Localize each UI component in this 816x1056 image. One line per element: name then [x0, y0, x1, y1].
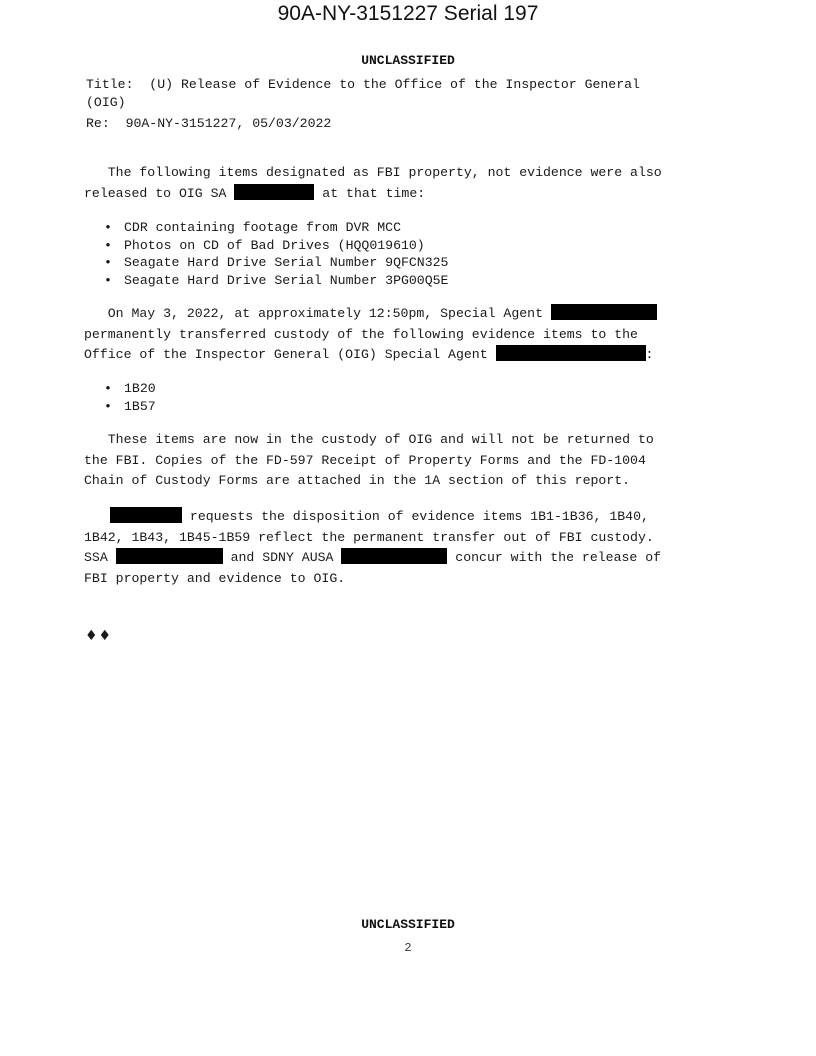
paragraph-2-line-3: Office of the Inspector General (OIG) Special Agent :: [84, 347, 654, 362]
page-number: 2: [404, 941, 412, 955]
list-item: • 1B20: [104, 381, 156, 396]
paragraph-2-line-2: permanently transferred custody of the following evidence items to the: [84, 327, 638, 342]
redaction-box: [110, 507, 182, 523]
paragraph-2-line-1: On May 3, 2022, at approximately 12:50pm, Special Agent: [84, 304, 657, 324]
list-item: • Seagate Hard Drive Serial Number 9QFCN325: [104, 255, 449, 270]
title-line: Title: (U) Release of Evidence to the Office of the Inspector General: [86, 77, 640, 92]
classification-marking-bottom: UNCLASSIFIED: [361, 917, 455, 932]
paragraph-4-line-4: FBI property and evidence to OIG.: [84, 571, 346, 586]
paragraph-4-line-3: SSA and SDNY AUSA concur with the release of: [84, 550, 662, 565]
bullet-icon: •: [104, 237, 112, 253]
paragraph-4-line-2: 1B42, 1B43, 1B45-1B59 reflect the permanent transfer out of FBI custody.: [84, 530, 654, 545]
classification-marking-top: UNCLASSIFIED: [361, 53, 455, 68]
evidence-items-list: [104, 380, 156, 415]
redaction-box: [341, 548, 447, 564]
bullet-icon: •: [104, 398, 112, 414]
list-item: • Seagate Hard Drive Serial Number 3PG00Q5E: [104, 272, 449, 288]
paragraph-3-line-1: These items are now in the custody of OIG and will not be returned to: [84, 432, 654, 447]
bullet-icon: •: [104, 381, 112, 396]
paragraph-3-line-3: Chain of Custody Forms are attached in the 1A section of this report.: [84, 473, 631, 488]
redaction-box: [551, 304, 657, 320]
paragraph-1-text-b: at that time:: [314, 186, 426, 201]
paragraph-1-line-1: The following items designated as FBI property, not evidence were also: [84, 165, 662, 180]
list-item: • 1B57: [104, 398, 156, 414]
bullet-icon: •: [104, 255, 112, 270]
redaction-box: [234, 184, 314, 200]
redaction-box: [116, 548, 223, 564]
property-items-list: [104, 219, 448, 289]
re-line: Re: 90A-NY-3151227, 05/03/2022: [86, 116, 332, 131]
bullet-icon: •: [104, 272, 112, 288]
paragraph-1-line-2: [84, 184, 425, 204]
paragraph-4-line-1: requests the disposition of evidence items 1B1-1B36, 1B40,: [84, 507, 649, 527]
document-serial-header: 90A-NY-3151227 Serial 197: [277, 2, 539, 25]
title-line-continued: (OIG): [86, 95, 126, 110]
end-of-document-marks: ♦♦: [85, 628, 113, 644]
redaction-box: [496, 345, 646, 361]
list-item: • Photos on CD of Bad Drives (HQQ019610): [104, 237, 425, 253]
paragraph-3-line-2: the FBI. Copies of the FD-597 Receipt of Property Forms and the FD-1004: [84, 453, 646, 468]
paragraph-1-text-a: released to OIG SA: [84, 186, 235, 201]
bullet-icon: •: [104, 220, 112, 235]
list-item: • CDR containing footage from DVR MCC: [104, 220, 401, 235]
